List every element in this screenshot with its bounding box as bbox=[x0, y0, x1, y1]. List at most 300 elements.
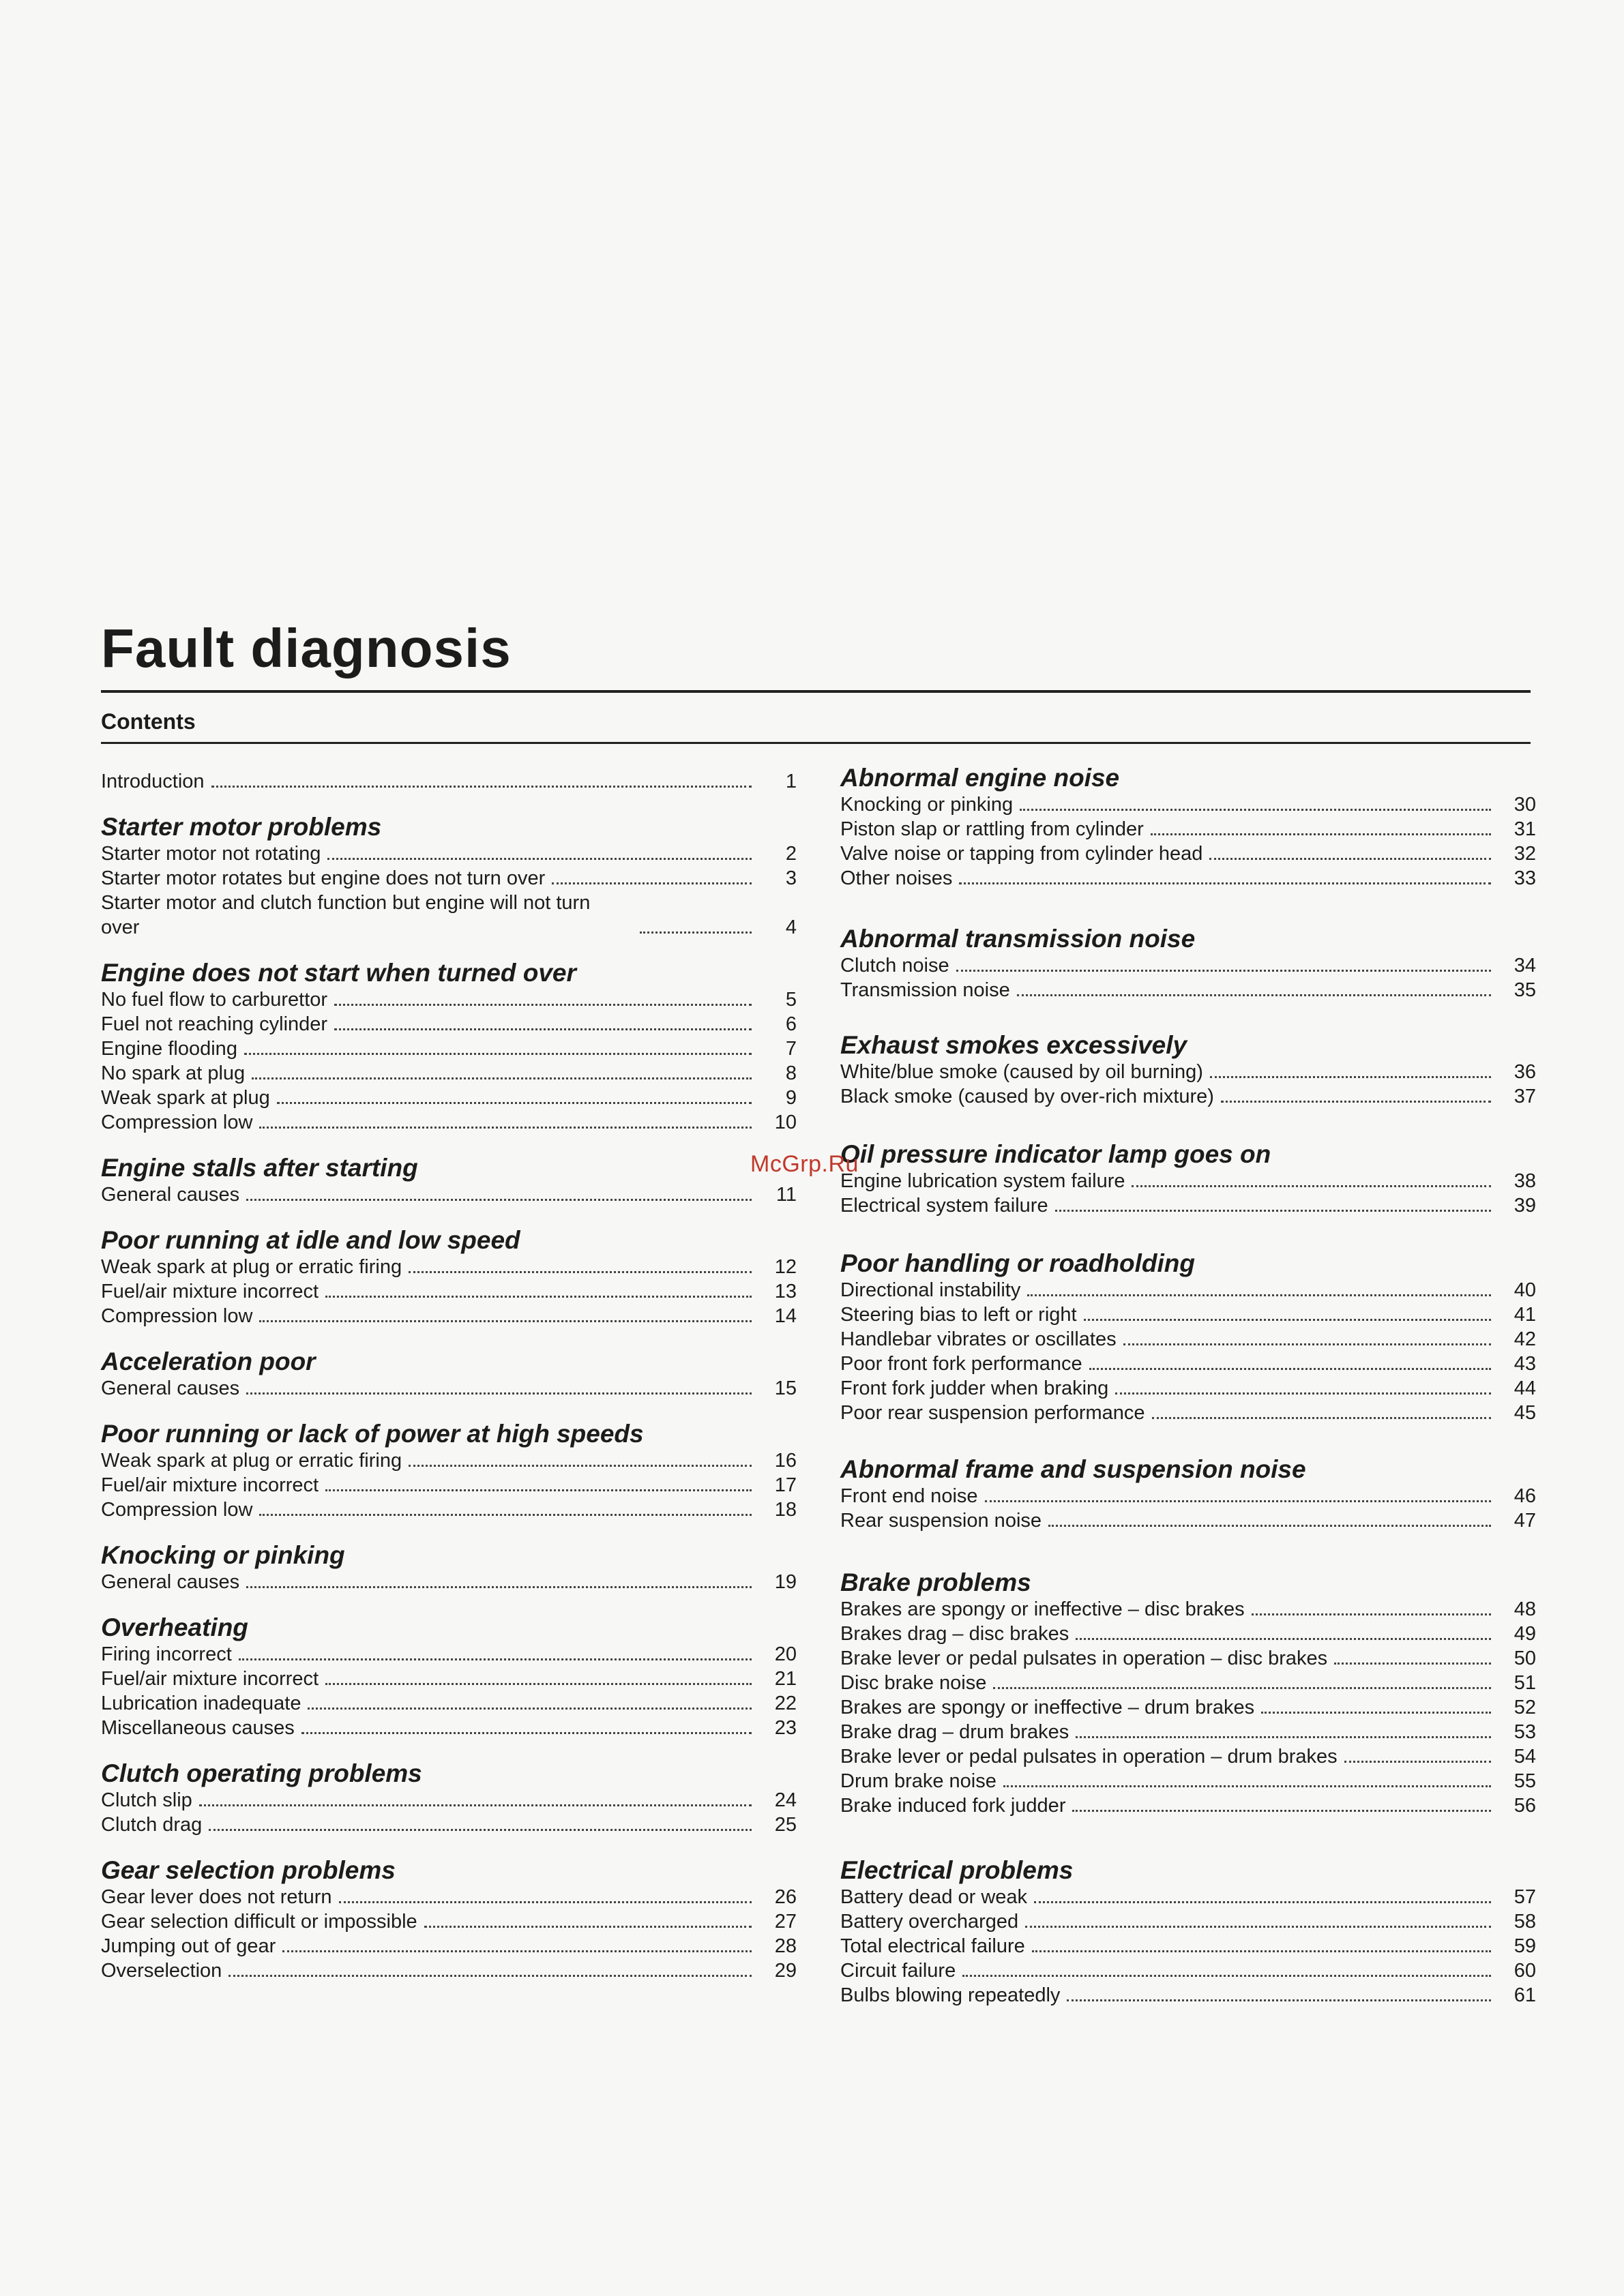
dot-leader bbox=[325, 1489, 752, 1491]
watermark-text: McGrp.Ru bbox=[750, 1151, 859, 1177]
dot-leader bbox=[1076, 1736, 1491, 1738]
toc-entry-title: Valve noise or tapping from cylinder head bbox=[840, 843, 1203, 865]
toc-entry[interactable] bbox=[101, 1279, 797, 1304]
dot-leader bbox=[301, 1732, 752, 1734]
section-heading: Abnormal frame and suspension noise bbox=[840, 1455, 1306, 1483]
toc-entry-title: Clutch noise bbox=[840, 955, 949, 976]
toc-entry-title: Fuel not reaching cylinder bbox=[101, 1013, 328, 1035]
toc-entry[interactable] bbox=[840, 1646, 1536, 1671]
toc-entry-number: 39 bbox=[1514, 1195, 1536, 1217]
toc-entry-title: Fuel/air mixture incorrect bbox=[101, 1668, 319, 1690]
toc-entry[interactable] bbox=[101, 1255, 797, 1279]
dot-leader bbox=[1020, 809, 1491, 811]
toc-entry-number: 51 bbox=[1514, 1672, 1536, 1694]
dot-leader bbox=[252, 1077, 752, 1079]
section-heading: Overheating bbox=[101, 1613, 248, 1641]
toc-entry-number: 12 bbox=[774, 1256, 797, 1278]
toc-entry-number: 47 bbox=[1514, 1510, 1536, 1532]
toc-entry[interactable] bbox=[840, 1193, 1536, 1218]
dot-leader bbox=[1025, 1926, 1491, 1928]
toc-entry-title: No fuel flow to carburettor bbox=[101, 989, 328, 1011]
section-heading: Electrical problems bbox=[840, 1856, 1074, 1884]
dot-leader bbox=[1003, 1785, 1491, 1787]
toc-entry-title: Jumping out of gear bbox=[101, 1935, 276, 1957]
toc-entry[interactable] bbox=[840, 1508, 1536, 1533]
dot-leader bbox=[1084, 1319, 1491, 1321]
toc-entry-title: Brakes are spongy or ineffective – disc brakes bbox=[840, 1598, 1245, 1620]
toc-entry[interactable] bbox=[840, 1720, 1536, 1744]
dot-leader bbox=[1209, 858, 1491, 860]
toc-entry-number: 28 bbox=[774, 1935, 797, 1957]
toc-entry[interactable] bbox=[840, 1060, 1536, 1084]
toc-entry-list bbox=[101, 1448, 797, 1522]
toc-entry[interactable] bbox=[101, 1304, 797, 1328]
toc-entry-number: 61 bbox=[1514, 1984, 1536, 2006]
toc-entry-title: Front end noise bbox=[840, 1485, 978, 1507]
toc-entry[interactable] bbox=[840, 1793, 1536, 1818]
toc-entry[interactable] bbox=[101, 1958, 797, 1983]
toc-entry-title: Clutch slip bbox=[101, 1789, 192, 1811]
toc-entry-number: 26 bbox=[774, 1886, 797, 1908]
toc-entry[interactable] bbox=[101, 1788, 797, 1813]
toc-entry[interactable] bbox=[101, 1448, 797, 1473]
toc-section bbox=[840, 764, 1536, 891]
dot-leader bbox=[277, 1102, 752, 1104]
toc-entry-number: 16 bbox=[774, 1450, 797, 1472]
toc-entry[interactable] bbox=[840, 841, 1536, 866]
toc-entry-title: Clutch drag bbox=[101, 1814, 203, 1836]
toc-entry-title: Transmission noise bbox=[840, 979, 1010, 1001]
toc-section bbox=[101, 1613, 797, 1740]
section-heading: Poor running at idle and low speed bbox=[101, 1226, 520, 1254]
toc-entry-title: Total electrical failure bbox=[840, 1935, 1025, 1957]
dot-leader bbox=[211, 786, 752, 788]
toc-entry[interactable] bbox=[840, 1278, 1536, 1302]
toc-entry-title: Circuit failure bbox=[840, 1960, 956, 1982]
toc-entry-number: 48 bbox=[1514, 1598, 1536, 1620]
dot-leader bbox=[1151, 833, 1491, 835]
dot-leader bbox=[409, 1271, 752, 1273]
toc-entry[interactable] bbox=[840, 1769, 1536, 1793]
dot-leader bbox=[1115, 1392, 1491, 1395]
toc-entry[interactable] bbox=[101, 1813, 797, 1837]
toc-entry-title: Disc brake noise bbox=[840, 1672, 987, 1694]
dot-leader bbox=[199, 1804, 752, 1806]
toc-section bbox=[840, 1856, 1536, 2008]
toc-entry[interactable] bbox=[101, 1691, 797, 1716]
toc-entry-title: Weak spark at plug or erratic firing bbox=[101, 1256, 402, 1278]
toc-entry-list bbox=[101, 987, 797, 1135]
toc-section bbox=[840, 925, 1536, 1002]
dot-leader bbox=[1221, 1101, 1491, 1103]
toc-entry[interactable] bbox=[840, 953, 1536, 978]
toc-entry[interactable] bbox=[101, 1086, 797, 1110]
toc-entry-title: Weak spark at plug bbox=[101, 1087, 270, 1109]
toc-entry-title: Brake induced fork judder bbox=[840, 1795, 1066, 1817]
section-heading: Abnormal transmission noise bbox=[840, 925, 1196, 953]
toc-entry-number: 10 bbox=[774, 1112, 797, 1133]
toc-section bbox=[840, 1455, 1536, 1533]
toc-entry-number: 7 bbox=[785, 1038, 797, 1060]
toc-entry[interactable] bbox=[101, 1376, 797, 1401]
dot-leader bbox=[239, 1658, 752, 1660]
toc-entry-title: Compression low bbox=[101, 1499, 253, 1521]
section-heading: Clutch operating problems bbox=[101, 1759, 422, 1787]
toc-entry[interactable] bbox=[101, 1012, 797, 1037]
toc-entry-number: 57 bbox=[1514, 1886, 1536, 1908]
toc-entry-list bbox=[101, 1642, 797, 1740]
toc-entry-list bbox=[840, 1885, 1536, 2008]
toc-entry[interactable] bbox=[101, 769, 797, 794]
toc-entry-title: Brakes are spongy or ineffective – drum brakes bbox=[840, 1697, 1255, 1718]
toc-entry-title: Handlebar vibrates or oscillates bbox=[840, 1328, 1117, 1350]
toc-entry-number: 58 bbox=[1514, 1911, 1536, 1933]
toc-entry-number: 44 bbox=[1514, 1377, 1536, 1399]
toc-entry[interactable] bbox=[840, 1983, 1536, 2008]
section-heading: Exhaust smokes excessively bbox=[840, 1031, 1187, 1059]
dot-leader bbox=[334, 1028, 752, 1030]
toc-entry[interactable] bbox=[840, 1401, 1536, 1425]
toc-entry-title: Overselection bbox=[101, 1960, 222, 1982]
toc-entry[interactable] bbox=[840, 1597, 1536, 1622]
toc-entry[interactable] bbox=[101, 1885, 797, 1909]
dot-leader bbox=[1123, 1343, 1491, 1345]
toc-entry-number: 52 bbox=[1514, 1697, 1536, 1718]
toc-entry-list bbox=[840, 1169, 1536, 1218]
section-heading: Starter motor problems bbox=[101, 813, 382, 841]
toc-entry-number: 34 bbox=[1514, 955, 1536, 976]
toc-entry-list bbox=[101, 1255, 797, 1328]
toc-entry-number: 2 bbox=[785, 843, 797, 865]
dot-leader bbox=[1334, 1663, 1491, 1665]
toc-entry[interactable] bbox=[101, 1473, 797, 1497]
toc-entry-title: Steering bias to left or right bbox=[840, 1304, 1077, 1326]
toc-entry-title: General causes bbox=[101, 1571, 240, 1593]
toc-entry-title: Battery overcharged bbox=[840, 1911, 1019, 1933]
toc-section bbox=[101, 959, 797, 1135]
toc-entry-list bbox=[840, 1278, 1536, 1425]
toc-entry-number: 24 bbox=[774, 1789, 797, 1811]
toc-entry[interactable] bbox=[101, 866, 797, 891]
toc-section bbox=[101, 1347, 797, 1401]
toc-entry[interactable] bbox=[840, 1958, 1536, 1983]
toc-entry-list bbox=[101, 1376, 797, 1401]
toc-entry-number: 5 bbox=[785, 989, 797, 1011]
toc-entry-list bbox=[101, 1570, 797, 1594]
toc-entry-title: Gear lever does not return bbox=[101, 1886, 332, 1908]
dot-leader bbox=[993, 1687, 1491, 1689]
toc-entry[interactable] bbox=[101, 1110, 797, 1135]
toc-entry-number: 4 bbox=[785, 916, 797, 938]
toc-entry-title: Piston slap or rattling from cylinder bbox=[840, 818, 1144, 840]
page-title: Fault diagnosis bbox=[101, 618, 512, 679]
toc-entry-number: 14 bbox=[774, 1305, 797, 1327]
dot-leader bbox=[409, 1465, 752, 1467]
toc-entry-number: 37 bbox=[1514, 1086, 1536, 1107]
toc-entry-title: Rear suspension noise bbox=[840, 1510, 1042, 1532]
toc-entry-title: Poor front fork performance bbox=[840, 1353, 1082, 1375]
toc-entry-title: Miscellaneous causes bbox=[101, 1717, 295, 1739]
dot-leader bbox=[209, 1829, 752, 1831]
toc-entry-list bbox=[101, 1788, 797, 1837]
toc-entry-title: Firing incorrect bbox=[101, 1643, 232, 1665]
toc-entry-title: Knocking or pinking bbox=[840, 794, 1014, 816]
toc-entry-number: 41 bbox=[1514, 1304, 1536, 1326]
toc-entry-title: Starter motor not rotating bbox=[101, 843, 321, 865]
toc-entry[interactable] bbox=[840, 1744, 1536, 1769]
toc-entry-title: Compression low bbox=[101, 1112, 253, 1133]
toc-entry[interactable] bbox=[840, 1885, 1536, 1909]
toc-section bbox=[101, 1420, 797, 1522]
toc-entry-number: 35 bbox=[1514, 979, 1536, 1001]
dot-leader bbox=[327, 858, 752, 860]
toc-section bbox=[101, 813, 797, 940]
toc-entry-number: 29 bbox=[774, 1960, 797, 1982]
dot-leader bbox=[259, 1127, 752, 1129]
toc-section bbox=[101, 1154, 797, 1207]
toc-entry-number: 27 bbox=[774, 1911, 797, 1933]
toc-entry[interactable] bbox=[101, 1182, 797, 1207]
toc-entry[interactable] bbox=[101, 1909, 797, 1934]
dot-leader bbox=[339, 1901, 752, 1903]
toc-entry-title: Gear selection difficult or impossible bbox=[101, 1911, 417, 1933]
toc-entry[interactable] bbox=[840, 1695, 1536, 1720]
section-heading: Abnormal engine noise bbox=[840, 764, 1120, 792]
toc-entry-number: 23 bbox=[774, 1717, 797, 1739]
dot-leader bbox=[956, 970, 1491, 972]
toc-entry-number: 53 bbox=[1514, 1721, 1536, 1743]
toc-entry-title: Other noises bbox=[840, 867, 953, 889]
dot-leader bbox=[1055, 1210, 1491, 1212]
dot-leader bbox=[959, 882, 1491, 884]
toc-entry-number: 25 bbox=[774, 1814, 797, 1836]
toc-entry-list bbox=[840, 792, 1536, 891]
toc-section bbox=[840, 1140, 1536, 1218]
toc-entry-list bbox=[840, 1484, 1536, 1533]
dot-leader bbox=[244, 1053, 752, 1055]
toc-section bbox=[101, 769, 797, 794]
toc-entry[interactable] bbox=[840, 1909, 1536, 1934]
toc-entry-list bbox=[101, 841, 797, 940]
toc-entry[interactable] bbox=[101, 987, 797, 1012]
section-heading: Poor handling or roadholding bbox=[840, 1249, 1196, 1277]
dot-leader bbox=[282, 1950, 752, 1952]
toc-entry-number: 56 bbox=[1514, 1795, 1536, 1817]
toc-entry-title: Black smoke (caused by over-rich mixture) bbox=[840, 1086, 1214, 1107]
contents-rule bbox=[101, 742, 1531, 744]
toc-section bbox=[840, 1568, 1536, 1818]
dot-leader bbox=[246, 1392, 752, 1395]
toc-entry-number: 46 bbox=[1514, 1485, 1536, 1507]
toc-entry-title: Starter motor and clutch function but engine will not turn over bbox=[101, 892, 591, 938]
toc-entry-list bbox=[101, 1885, 797, 1983]
toc-entry[interactable] bbox=[101, 1642, 797, 1667]
toc-entry-title: Brake drag – drum brakes bbox=[840, 1721, 1069, 1743]
dot-leader bbox=[325, 1683, 752, 1685]
section-heading: Engine stalls after starting bbox=[101, 1154, 418, 1182]
toc-entry-number: 59 bbox=[1514, 1935, 1536, 1957]
dot-leader bbox=[1252, 1613, 1491, 1615]
toc-entry[interactable] bbox=[101, 841, 797, 866]
toc-entry-title: Bulbs blowing repeatedly bbox=[840, 1984, 1061, 2006]
toc-entry[interactable] bbox=[101, 1570, 797, 1594]
section-heading: Acceleration poor bbox=[101, 1347, 316, 1375]
toc-entry-number: 18 bbox=[774, 1499, 797, 1521]
dot-leader bbox=[962, 1975, 1491, 1977]
toc-entry-number: 9 bbox=[785, 1087, 797, 1109]
dot-leader bbox=[259, 1514, 752, 1516]
section-heading: Oil pressure indicator lamp goes on bbox=[840, 1140, 1271, 1168]
toc-entry[interactable] bbox=[101, 1667, 797, 1691]
toc-section bbox=[101, 1856, 797, 1983]
toc-entry[interactable] bbox=[840, 978, 1536, 1002]
toc-entry-number: 11 bbox=[776, 1184, 797, 1206]
toc-entry[interactable] bbox=[840, 817, 1536, 841]
toc-entry-title: Brakes drag – disc brakes bbox=[840, 1623, 1069, 1645]
dot-leader bbox=[1132, 1185, 1491, 1187]
toc-entry-title: Engine lubrication system failure bbox=[840, 1170, 1125, 1192]
toc-entry-title: Introduction bbox=[101, 771, 205, 792]
toc-entry-number: 1 bbox=[785, 771, 797, 792]
dot-leader bbox=[228, 1975, 752, 1977]
toc-entry-title: Fuel/air mixture incorrect bbox=[101, 1281, 319, 1302]
toc-entry-title: Drum brake noise bbox=[840, 1770, 996, 1792]
dot-leader bbox=[1027, 1294, 1491, 1296]
toc-entry-title: Brake lever or pedal pulsates in operation – disc brakes bbox=[840, 1648, 1328, 1669]
toc-entry-number: 55 bbox=[1514, 1770, 1536, 1792]
dot-leader bbox=[1076, 1638, 1491, 1640]
toc-left-column bbox=[101, 769, 797, 1983]
toc-entry-title: Starter motor rotates but engine does not turn over bbox=[101, 867, 546, 889]
dot-leader bbox=[1072, 1810, 1491, 1812]
toc-section bbox=[101, 1759, 797, 1837]
toc-entry-number: 17 bbox=[774, 1474, 797, 1496]
dot-leader bbox=[424, 1926, 752, 1928]
dot-leader bbox=[1032, 1950, 1491, 1952]
dot-leader bbox=[1210, 1076, 1491, 1078]
toc-entry[interactable] bbox=[840, 1934, 1536, 1958]
toc-entry-number: 20 bbox=[774, 1643, 797, 1665]
dot-leader bbox=[308, 1708, 752, 1710]
toc-entry-number: 50 bbox=[1514, 1648, 1536, 1669]
toc-entry-title: Poor rear suspension performance bbox=[840, 1402, 1145, 1424]
toc-entry-number: 49 bbox=[1514, 1623, 1536, 1645]
toc-section bbox=[101, 1541, 797, 1594]
toc-entry-number: 33 bbox=[1514, 867, 1536, 889]
toc-entry-title: Fuel/air mixture incorrect bbox=[101, 1474, 319, 1496]
toc-entry-number: 6 bbox=[785, 1013, 797, 1035]
toc-entry[interactable] bbox=[101, 891, 797, 940]
toc-entry-number: 31 bbox=[1514, 818, 1536, 840]
dot-leader bbox=[246, 1586, 752, 1588]
toc-entry-title: Battery dead or weak bbox=[840, 1886, 1028, 1908]
toc-entry[interactable] bbox=[840, 1169, 1536, 1193]
toc-entry[interactable] bbox=[840, 1622, 1536, 1646]
dot-leader bbox=[334, 1004, 752, 1006]
section-heading: Poor running or lack of power at high speeds bbox=[101, 1420, 644, 1448]
toc-entry-number: 15 bbox=[774, 1377, 797, 1399]
toc-entry-number: 60 bbox=[1514, 1960, 1536, 1982]
toc-entry[interactable] bbox=[840, 1084, 1536, 1109]
toc-entry-number: 8 bbox=[785, 1062, 797, 1084]
toc-entry-list bbox=[101, 1182, 797, 1207]
toc-entry-number: 3 bbox=[785, 867, 797, 889]
dot-leader bbox=[1017, 994, 1491, 996]
toc-entry-title: General causes bbox=[101, 1184, 240, 1206]
toc-entry[interactable] bbox=[840, 792, 1536, 817]
toc-entry[interactable] bbox=[840, 1376, 1536, 1401]
toc-right-column bbox=[840, 764, 1536, 2008]
section-heading: Brake problems bbox=[840, 1568, 1031, 1596]
toc-entry-number: 36 bbox=[1514, 1061, 1536, 1083]
toc-entry-list bbox=[101, 769, 797, 794]
toc-entry-number: 32 bbox=[1514, 843, 1536, 865]
toc-entry[interactable] bbox=[101, 1716, 797, 1740]
toc-entry-title: Weak spark at plug or erratic firing bbox=[101, 1450, 402, 1472]
toc-entry[interactable] bbox=[840, 1327, 1536, 1352]
dot-leader bbox=[1067, 1999, 1491, 2001]
toc-entry[interactable] bbox=[101, 1037, 797, 1061]
dot-leader bbox=[1152, 1417, 1491, 1419]
toc-section bbox=[840, 1031, 1536, 1109]
toc-entry-number: 40 bbox=[1514, 1279, 1536, 1301]
toc-entry-list bbox=[840, 1597, 1536, 1818]
toc-section bbox=[840, 1249, 1536, 1425]
toc-entry[interactable] bbox=[840, 1484, 1536, 1508]
toc-entry[interactable] bbox=[840, 1671, 1536, 1695]
toc-entry[interactable] bbox=[840, 1302, 1536, 1327]
dot-leader bbox=[1261, 1712, 1491, 1714]
toc-entry[interactable] bbox=[101, 1061, 797, 1086]
dot-leader bbox=[1034, 1901, 1491, 1903]
toc-entry[interactable] bbox=[840, 866, 1536, 891]
toc-entry-title: White/blue smoke (caused by oil burning) bbox=[840, 1061, 1203, 1083]
toc-entry-list bbox=[840, 953, 1536, 1002]
section-heading: Knocking or pinking bbox=[101, 1541, 345, 1569]
toc-entry-number: 38 bbox=[1514, 1170, 1536, 1192]
dot-leader bbox=[985, 1500, 1491, 1502]
toc-entry[interactable] bbox=[101, 1497, 797, 1522]
toc-entry-number: 19 bbox=[774, 1571, 797, 1593]
dot-leader bbox=[259, 1320, 752, 1322]
dot-leader bbox=[1048, 1525, 1491, 1527]
dot-leader bbox=[325, 1296, 752, 1298]
toc-entry-number: 43 bbox=[1514, 1353, 1536, 1375]
toc-entry[interactable] bbox=[840, 1352, 1536, 1376]
dot-leader bbox=[552, 882, 752, 884]
title-rule bbox=[101, 690, 1531, 693]
dot-leader bbox=[1089, 1368, 1491, 1370]
toc-entry-number: 13 bbox=[774, 1281, 797, 1302]
section-heading: Engine does not start when turned over bbox=[101, 959, 576, 987]
toc-entry-title: Electrical system failure bbox=[840, 1195, 1048, 1217]
toc-entry-title: Compression low bbox=[101, 1305, 253, 1327]
toc-entry-list bbox=[840, 1060, 1536, 1109]
dot-leader bbox=[640, 931, 752, 934]
toc-entry-number: 22 bbox=[774, 1693, 797, 1714]
toc-entry-title: Brake lever or pedal pulsates in operation – drum brakes bbox=[840, 1746, 1338, 1768]
toc-entry[interactable] bbox=[101, 1934, 797, 1958]
toc-entry-title: Directional instability bbox=[840, 1279, 1021, 1301]
toc-entry-title: No spark at plug bbox=[101, 1062, 246, 1084]
toc-entry-number: 21 bbox=[774, 1668, 797, 1690]
toc-entry-title: Engine flooding bbox=[101, 1038, 237, 1060]
dot-leader bbox=[1344, 1761, 1491, 1763]
toc-entry-number: 42 bbox=[1514, 1328, 1536, 1350]
section-heading: Gear selection problems bbox=[101, 1856, 396, 1884]
toc-entry-number: 30 bbox=[1514, 794, 1536, 816]
toc-entry-title: Front fork judder when braking bbox=[840, 1377, 1109, 1399]
